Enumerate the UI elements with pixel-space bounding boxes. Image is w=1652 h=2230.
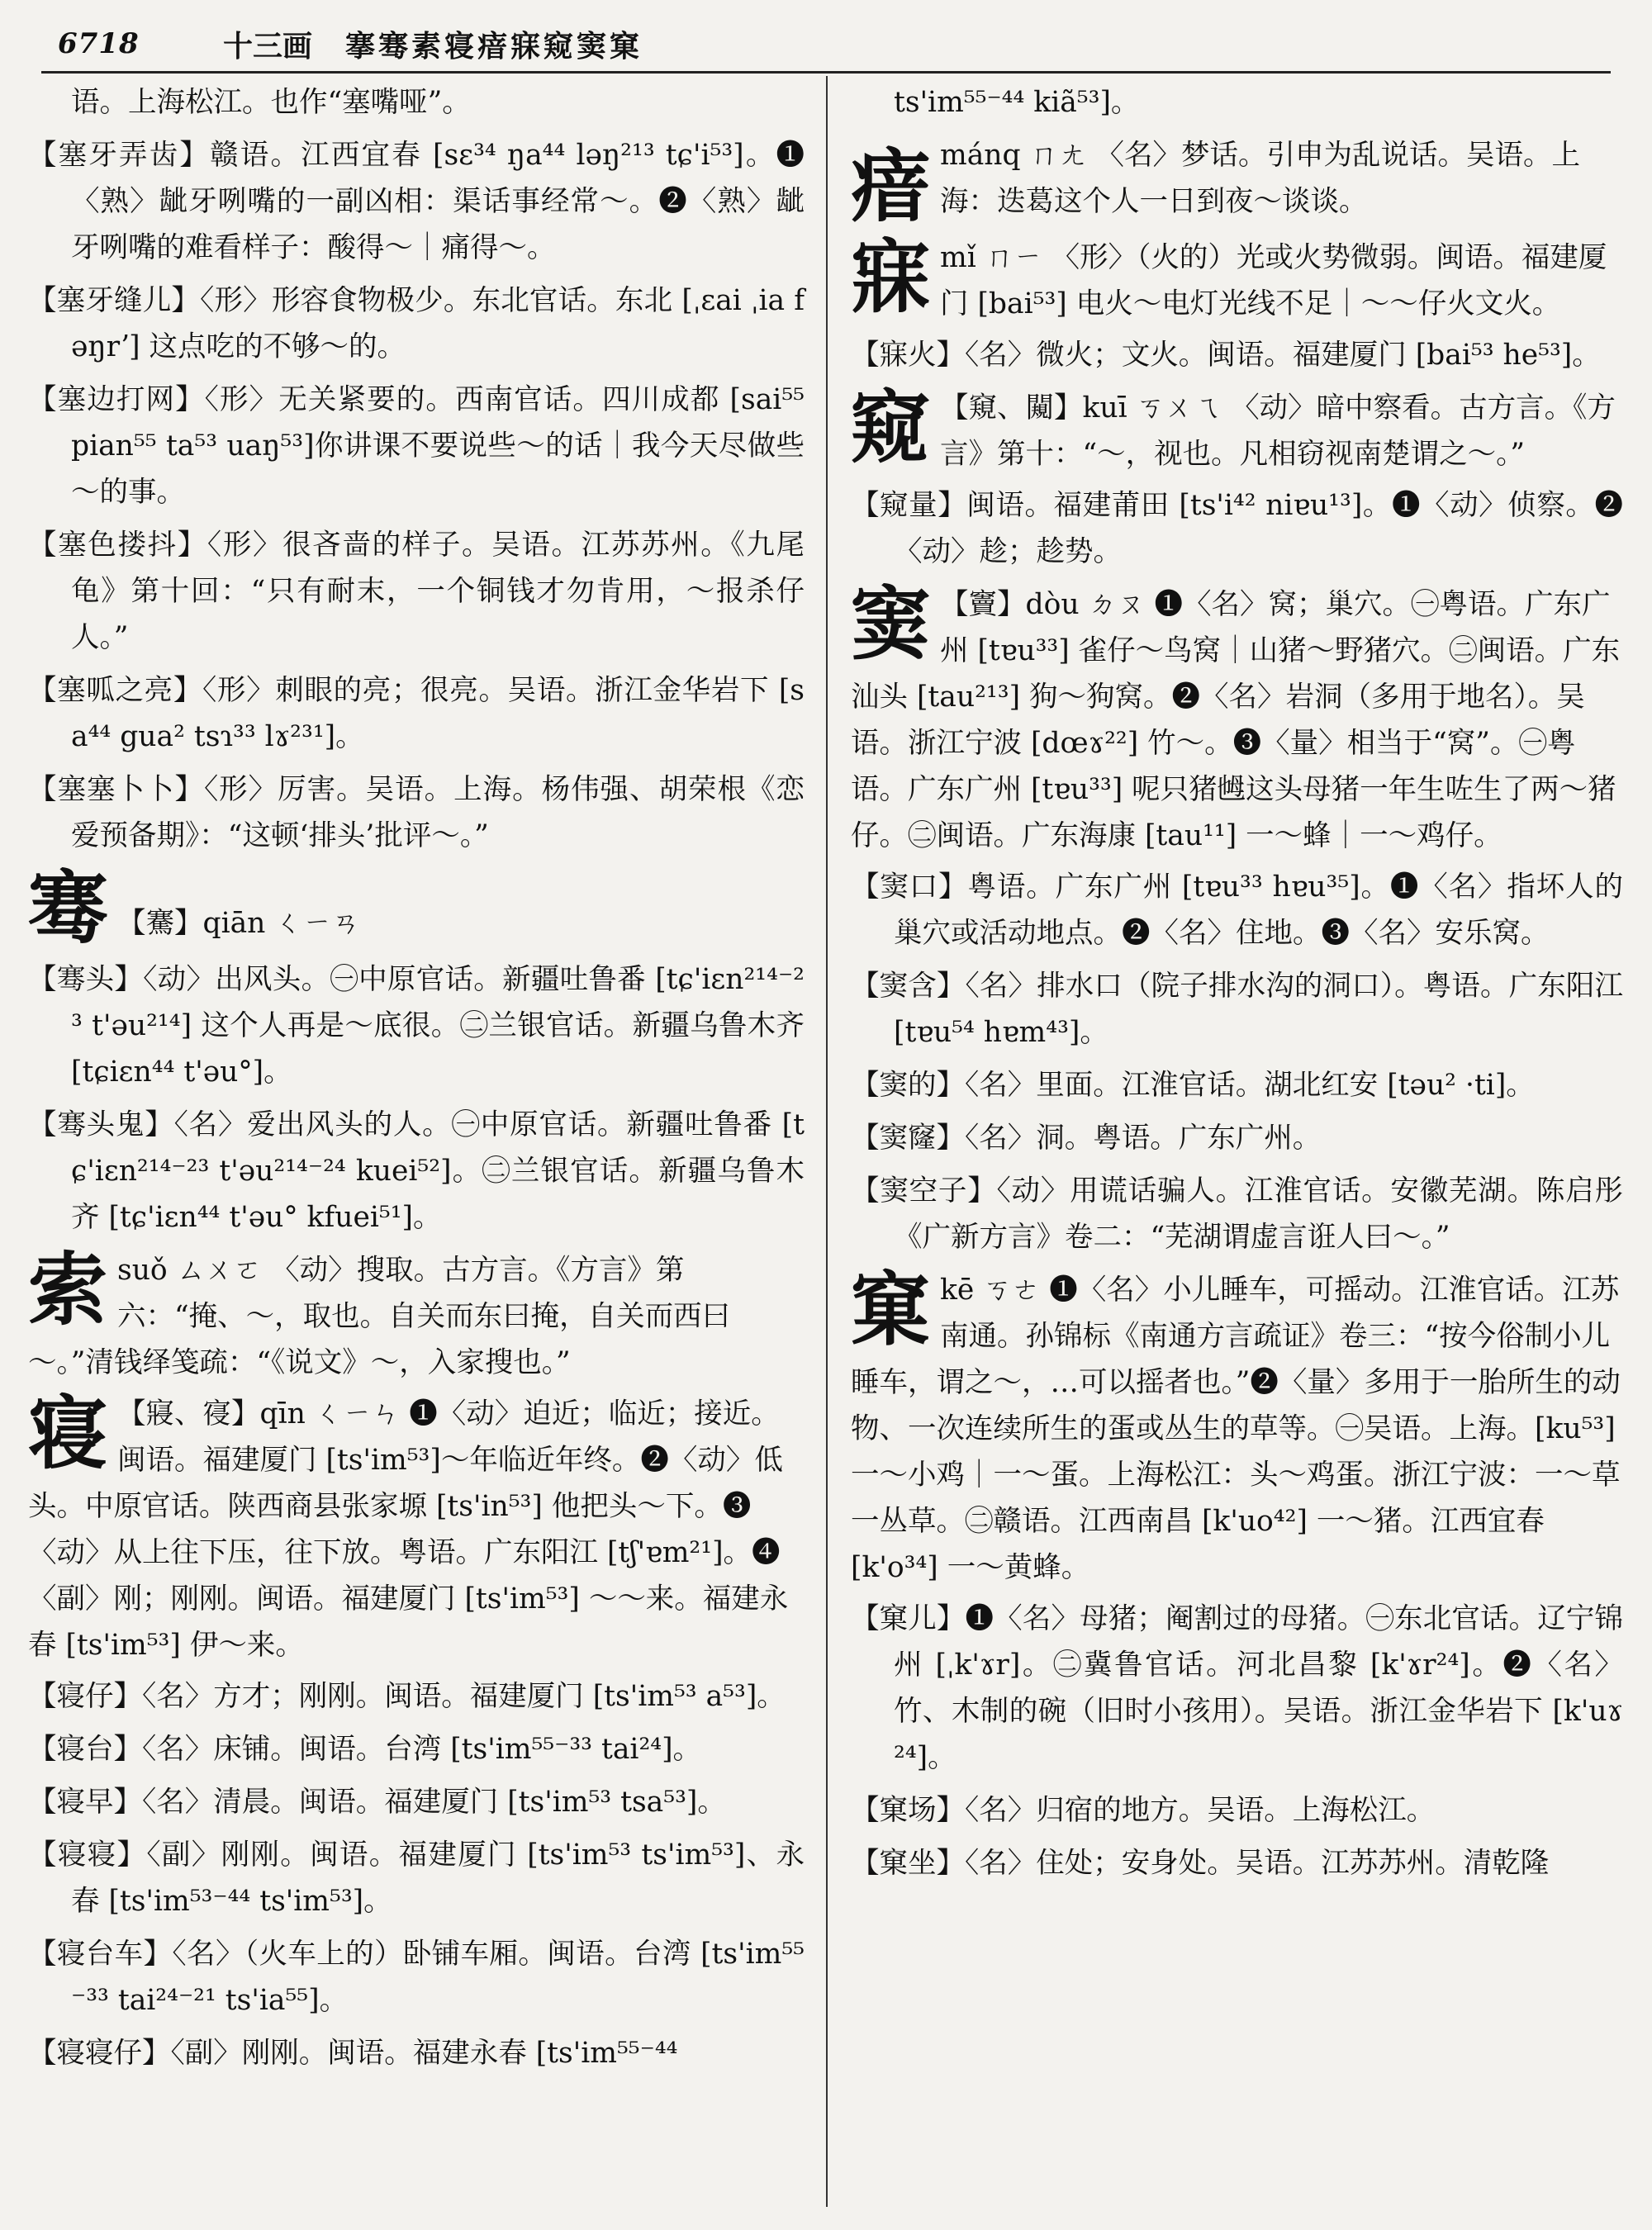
dictionary-entry: 【寝台车】〈名〉（火车上的）卧铺车厢。闽语。台湾 [ts'im⁵⁵⁻³³ tai²⁴⁻²¹ ts'ia⁵⁵]。 <box>28 1938 805 2017</box>
dictionary-entry: 【窦的】〈名〉里面。江淮官话。湖北红安 [təu² ·ti]。 <box>851 1069 1535 1102</box>
left-column <box>28 79 805 2083</box>
dictionary-entry: 【寐火】〈名〉微火；文火。闽语。福建厦门 [bai⁵³ he⁵³]。 <box>851 339 1601 372</box>
head-character-definition: 【窺、闚】kuī ㄎㄨㄟ 〈动〉暗中察看。古方言。《方言》第十：“～，视也。凡相窃视南楚谓之～。” <box>940 391 1616 471</box>
dictionary-entry: 【塞牙弄齿】赣语。江西宜春 [sɛ³⁴ ŋa⁴⁴ ləŋ²¹³ tɕ'i⁵³]。❶〈熟〉龇牙咧嘴的一副凶相：渠话事经常～。❷〈熟〉龇牙咧嘴的难看样子：酸得～｜痛得～。 <box>28 139 805 264</box>
header-rule <box>41 71 1611 74</box>
dictionary-entry: 【塞呱之亮】〈形〉刺眼的亮；很亮。吴语。浙江金华岩下 [sa⁴⁴ gua² tsɿ³³ lɤ²³¹]。 <box>28 674 805 753</box>
dictionary-entry: 【窦窿】〈名〉洞。粤语。广东广州。 <box>851 1122 1322 1155</box>
head-character: 索 <box>28 1243 107 1336</box>
head-character: 寐 <box>851 230 930 324</box>
head-character-definition: kē ㄎㄜ ❶〈名〉小儿睡车，可摇动。江淮官话。江苏南通。孙锦标《南通方言疏证》卷三：“按今俗制小儿睡车，谓之～，…可以摇者也。”❷〈量〉多用于一胎所生的动物、一次连续所生的蛋或丛生的草等。㊀吴语。上海。[ku⁵³] 一～小鸡｜一～蛋。上海松江：头～鸡蛋。浙江宁波：一～草一丛草。㊁赣语。江西南昌 [k'uo⁴²] 一～猪。江西宜春 [k'o³⁴] 一～黄蜂。 <box>851 1274 1621 1584</box>
head-character-entry <box>28 861 805 955</box>
dictionary-entry: 【寝仔】〈名〉方才；刚刚。闽语。福建厦门 [ts'im⁵³ a⁵³]。 <box>28 1680 786 1713</box>
dictionary-entry: 【窥量】闽语。福建莆田 [ts'i⁴² niɐu¹³]。❶〈动〉侦察。❷〈动〉趁；趁势。 <box>851 489 1623 568</box>
dictionary-entry: 【窦含】〈名〉排水口（院子排水沟的洞口）。粤语。广东阳江 [tɐu⁵⁴ hɐm⁴³]。 <box>851 970 1623 1049</box>
head-character-definition: 【騫】qiān ㄑㄧㄢ <box>117 907 360 940</box>
head-character: 寝 <box>28 1387 107 1480</box>
dictionary-entry: 【寝台】〈名〉床铺。闽语。台湾 [ts'im⁵⁵⁻³³ tai²⁴]。 <box>28 1733 702 1766</box>
dictionary-entry: 【塞牙缝儿】〈形〉形容食物极少。东北官话。东北 [ˌɛai ˌia fəŋrʼ] 这点吃的不够～的。 <box>28 284 805 363</box>
head-character-entry <box>851 577 1623 859</box>
head-character: 窦 <box>851 577 930 671</box>
dictionary-entry: 【窠场】〈名〉归宿的地方。吴语。上海松江。 <box>851 1794 1436 1827</box>
dictionary-entry: 【塞塞卜卜】〈形〉厉害。吴语。上海。杨伟强、胡荣根《恋爱预备期》：“这顿‘排头’批评～。” <box>28 773 805 852</box>
column-divider <box>826 76 828 2207</box>
head-character: 骞 <box>28 861 107 955</box>
page-header <box>58 18 1611 69</box>
dictionary-entry: 【寝寝】〈副〉刚刚。闽语。福建厦门 [ts'im⁵³ ts'im⁵³]、永春 [ts'im⁵³⁻⁴⁴ ts'im⁵³]。 <box>28 1839 805 1918</box>
head-character-entry <box>851 132 1623 233</box>
dictionary-entry: 【窦口】粤语。广东广州 [tɐu³³ hɐu³⁵]。❶〈名〉指坏人的巢穴或活动地点。❷〈名〉住地。❸〈名〉安乐窝。 <box>851 871 1623 950</box>
dictionary-entry: 【塞色搂抖】〈形〉很吝啬的样子。吴语。江苏苏州。《九尾龟》第十回：“只有耐末，一个铜钱才勿肯用，～报杀仔人。” <box>28 529 805 654</box>
continued-text: 语。上海松江。也作“塞嘴哑”。 <box>71 86 471 119</box>
right-column <box>851 79 1623 1893</box>
dictionary-entry: 【窠儿】❶〈名〉母猪；阉割过的母猪。㊀东北官话。辽宁锦州 [ˌk'ɤr]。㊁冀鲁官话。河北昌黎 [k'ɤr²⁴]。❷〈名〉竹、木制的碗（旧时小孩用）。吴语。浙江金华岩下 [k'uɤ²⁴]。 <box>851 1602 1623 1774</box>
dictionary-entry: 【寝寝仔】〈副〉刚刚。闽语。福建永春 [ts'im⁵⁵⁻⁴⁴ <box>28 2037 678 2070</box>
page-number: 6718 <box>58 27 140 60</box>
head-character-entry <box>851 1263 1623 1591</box>
dictionary-entry: 【寝早】〈名〉清晨。闽语。福建厦门 [ts'im⁵³ tsa⁵³]。 <box>28 1786 726 1819</box>
head-character-definition: 【寢、寑】qīn ㄑㄧㄣ ❶〈动〉迫近；临近；接近。闽语。福建厦门 [ts'im⁵³]～年临近年终。❷〈动〉低头。中原官话。陕西商县张家塬 [ts'in⁵³] 他把头～下。❸〈动〉从上往下压，往下放。粤语。广东阳江 [tʃ'ɐm²¹]。❹〈副〉刚；刚刚。闽语。福建厦门 [ts'im⁵³] ～～来。福建永春 [ts'im⁵³] 伊～来。 <box>28 1397 789 1662</box>
head-character: 窠 <box>851 1263 930 1356</box>
dictionary-entry: 【塞边打网】〈形〉无关紧要的。西南官话。四川成都 [sai⁵⁵ pian⁵⁵ ta⁵³ uaŋ⁵³]你讲课不要说些～的话｜我今天尽做些～的事。 <box>28 383 805 509</box>
dictionary-entry: 【骞头】〈动〉出风头。㊀中原官话。新疆吐鲁番 [tɕ'iɛn²¹⁴⁻²³ t'əu²¹⁴] 这个人再是～底很。㊁兰银官话。新疆乌鲁木齐 [tɕiɛn⁴⁴ t'əu°]。 <box>28 963 805 1089</box>
head-character-definition: mǐ ㄇㄧ 〈形〉（火的）光或火势微弱。闽语。福建厦门 [bai⁵³] 电火～电灯光线不足｜～～仔火文火。 <box>940 241 1607 320</box>
continued-text: ts'im⁵⁵⁻⁴⁴ kiã⁵³]。 <box>894 86 1140 119</box>
head-character-entry <box>851 381 1623 477</box>
head-character: 瘖 <box>851 140 930 233</box>
head-character-entry <box>28 1387 805 1668</box>
head-character-definition: 【竇】dòu ㄉㄡ ❶〈名〉窝；巢穴。㊀粤语。广东广州 [tɐu³³] 雀仔～鸟窝｜山猪～野猪穴。㊁闽语。广东汕头 [tau²¹³] 狗～狗窝。❷〈名〉岩洞（多用于地名）。吴语。浙江宁波 [dœɤ²²] 竹～。❸〈量〉相当于“窝”。㊀粤语。广东广州 [tɐu³³] 呢只猪乸这头母猪一年生咗生了两～猪仔。㊁闽语。广东海康 [tau¹¹] 一～蜂｜一～鸡仔。 <box>851 588 1621 852</box>
dictionary-entry: 【窦空子】〈动〉用谎话骗人。江淮官话。安徽芜湖。陈启彤《广新方言》卷二：“芜湖谓虚言诳人曰～。” <box>851 1174 1623 1254</box>
head-character-entry <box>28 1243 805 1386</box>
head-character: 窥 <box>851 381 930 474</box>
dictionary-entry: 【窠坐】〈名〉住处；安身处。吴语。江苏苏州。清乾隆 <box>851 1847 1550 1880</box>
head-character-definition: mánq ㄇㄤ 〈名〉梦话。引申为乱说话。吴语。上海：迭葛这个人一日到夜～谈谈。 <box>940 139 1581 218</box>
dictionary-entry: 【骞头鬼】〈名〉爱出风头的人。㊀中原官话。新疆吐鲁番 [tɕ'iɛn²¹⁴⁻²³ t'əu²¹⁴⁻²⁴ kuei⁵²]。㊁兰银官话。新疆乌鲁木齐 [tɕ'iɛn⁴⁴ t'əu° kfuei⁵¹]。 <box>28 1108 805 1234</box>
stroke-count: 十三画 <box>223 28 313 64</box>
head-character-definition: suǒ ㄙㄨㄛ 〈动〉搜取。古方言。《方言》第六：“掩、～，取也。自关而东曰掩，自关而西曰～。”清钱绎笺疏：“《说文》～，入家搜也。” <box>28 1254 731 1379</box>
head-character-entry <box>851 230 1623 327</box>
guide-characters: 搴骞素寝瘖寐窥窦窠 <box>345 28 643 64</box>
